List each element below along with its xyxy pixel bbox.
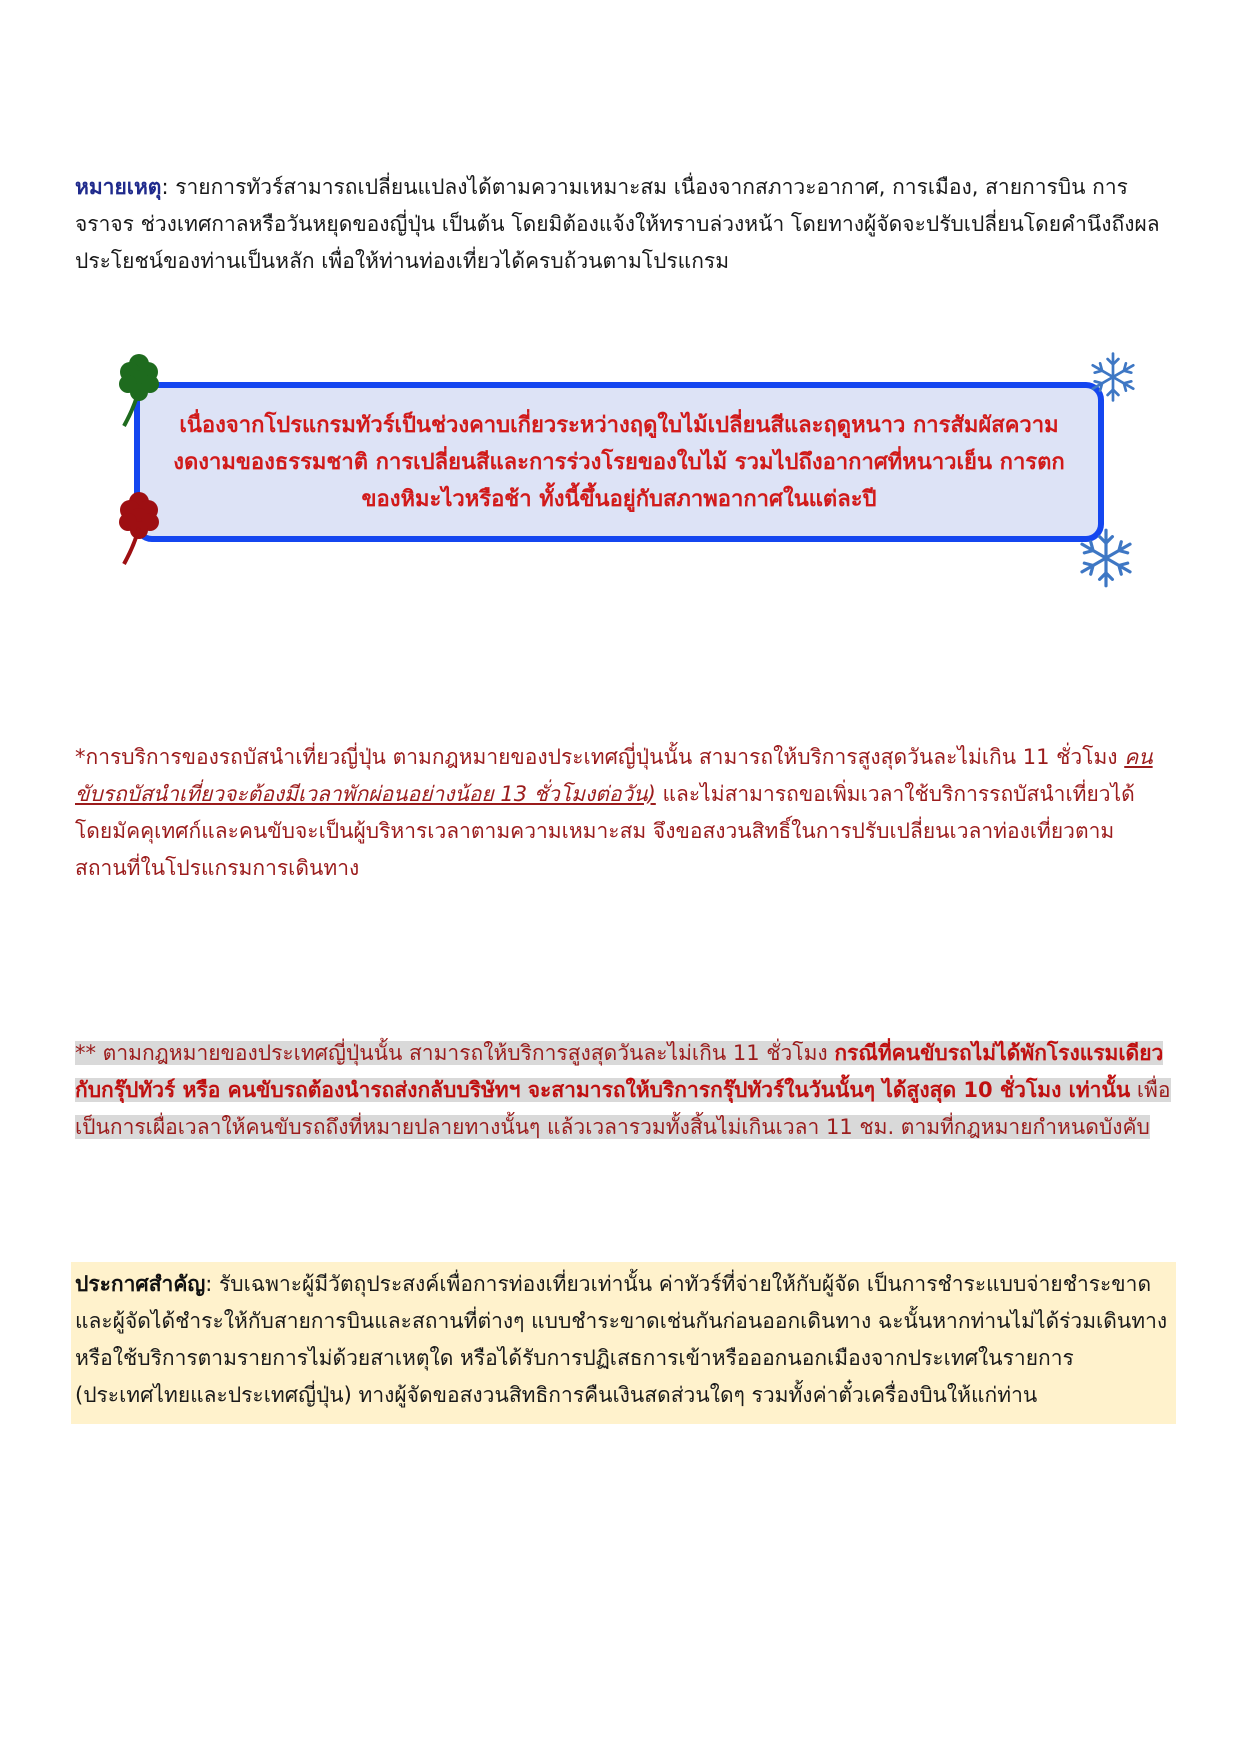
bus-service-note <box>75 739 1155 887</box>
season-notice <box>108 350 1138 590</box>
announcement-text: : รับเฉพาะผู้มีวัตถุประสงค์เพื่อการท่องเที่ยวเท่านั้น ค่าทัวร์ที่จ่ายให้กับผู้จัด เป็นการชำระแบบจ่ายชำระขาด และผู้จัดได้ชำระให้กับสายการบินและสถานที่ต่างๆ แบบชำระขาดเช่นกันก่อนออกเดินทาง ฉะนั้นหากท่านไม่ได้ร่วมเดินทาง หรือใช้บริการตามรายการไม่ด้วยสาเหตุใด หรือได้รับการปฏิเสธการเข้าหรือออกนอกเมืองจากประเทศในรายการ (ประเทศไทยและประเทศญี่ปุ่น) ทางผู้จัดขอสงวนสิทธิการคืนเงินสดส่วนใดๆ รวมทั้งค่าตั๋วเครื่องบินให้แก่ท่าน <box>75 1272 1168 1407</box>
law-note-highlight <box>75 1041 1171 1139</box>
law-note-text-1: ** ตามกฎหมายของประเทศญี่ปุ่นนั้น สามารถให้บริการสูงสุดวันละไม่เกิน 11 ชั่วโมง <box>75 1041 835 1065</box>
announcement-label: ประกาศสำคัญ <box>75 1272 206 1296</box>
season-notice-box <box>134 382 1104 542</box>
bus-note-italic: คนขับรถบัสนำเที่ยวจะต้องมีเวลาพักผ่อนอย่างน้อย 13 ชั่วโมงต่อวัน) <box>75 745 1153 806</box>
law-note <box>75 1035 1175 1146</box>
bus-note-text-2: และไม่สามารถขอเพิ่มเวลาใช้บริการรถบัสนำเที่ยวได้ โดยมัคคุเทศก์และคนขับจะเป็นผู้บริหารเวลาตามความเหมาะสม จึงขอสงวนสิทธิ์ในการปรับเปลี่ยนเวลาท่องเที่ยวตามสถานที่ในโปรแกรมการเดินทาง <box>75 782 1135 880</box>
tour-change-note <box>75 169 1175 280</box>
law-note-bold: กรณีที่คนขับรถไม่ได้พักโรงแรมเดียวกับกรุ๊ปทัวร์ หรือ คนขับรถต้องนำรถส่งกลับบริษัทฯ จะสามารถให้บริการกรุ๊ปทัวร์ในวันนั้นๆ ได้สูงสุด 10 ชั่วโมง เท่านั้น <box>75 1041 1164 1102</box>
note-text: : รายการทัวร์สามารถเปลี่ยนแปลงได้ตามความเหมาะสม เนื่องจากสภาวะอากาศ, การเมือง, สายการบิน การจราจร ช่วงเทศกาลหรือวันหยุดของญี่ปุ่น เป็นต้น โดยมิต้องแจ้งให้ทราบล่วงหน้า โดยทางผู้จัดจะปรับเปลี่ยนโดยคำนึงถึงผลประโยชน์ของท่านเป็นหลัก เพื่อให้ท่านท่องเที่ยวได้ครบถ้วนตามโปรแกรม <box>75 175 1160 273</box>
red-clover-icon <box>108 488 170 568</box>
important-announcement <box>71 1262 1176 1424</box>
season-notice-text: เนื่องจากโปรแกรมทัวร์เป็นช่วงคาบเกี่ยวระหว่างฤดูใบไม้เปลี่ยนสีและฤดูหนาว การสัมผัสความงดงามของธรรมชาติ การเปลี่ยนสีและการร่วงโรยของใบไม้ รวมไปถึงอากาศที่หนาวเย็น การตกของหิมะไวหรือช้า ทั้งนี้ขึ้นอยู่กับสภาพอากาศในแต่ละปี <box>173 412 1065 512</box>
bus-note-text-1: *การบริการของรถบัสนำเที่ยวญี่ปุ่น ตามกฎหมายของประเทศญี่ปุ่นนั้น สามารถให้บริการสูงสุดวันละไม่เกิน 11 ชั่วโมง <box>75 745 1125 769</box>
green-clover-icon <box>108 350 170 430</box>
snowflake-icon <box>1086 350 1140 404</box>
note-label: หมายเหตุ <box>75 175 162 199</box>
snowflake-icon <box>1074 526 1138 590</box>
law-note-text-2: เพื่อเป็นการเผื่อเวลาให้คนขับรถถึงที่หมายปลายทางนั้นๆ แล้วเวลารวมทั้งสิ้นไม่เกินเวลา 11 ชม. ตามที่กฎหมายกำหนดบังคับ <box>75 1078 1171 1139</box>
